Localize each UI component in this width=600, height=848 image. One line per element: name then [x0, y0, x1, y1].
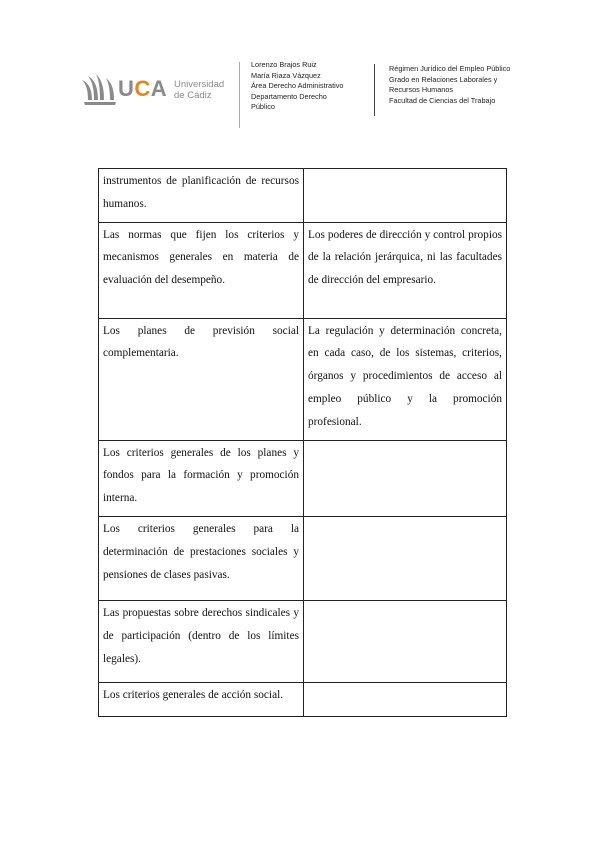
- university-line-1: Universidad: [174, 79, 225, 90]
- table-cell-right: [304, 682, 507, 716]
- course-block: [389, 64, 539, 106]
- table-row: [99, 516, 507, 600]
- table-cell-left: Las propuestas sobre derechos sindicales y de participación (dentro de los límites legales).: [99, 600, 304, 682]
- page-header: [0, 0, 600, 140]
- uca-letter-u: U: [118, 76, 135, 101]
- table-cell-right: Los poderes de dirección y control propios de la relación jerárquica, ni las facultades de dirección del empresario.: [304, 222, 507, 318]
- uca-letter-a: A: [150, 76, 168, 101]
- negotiation-matters-table: [98, 168, 507, 717]
- table-row: [99, 318, 507, 440]
- table-cell-left: Los criterios generales para la determinación de prestaciones sociales y pensiones de clases pasivas.: [99, 516, 304, 600]
- header-divider-left: [239, 62, 240, 128]
- course-line: Facultad de Ciencias del Trabajo: [389, 95, 496, 105]
- table-cell-left: Las normas que fijen los criterios y mecanismos generales en materia de evaluación del desempeño.: [99, 222, 304, 318]
- author-line: Lorenzo Brajos Ruiz: [251, 60, 317, 69]
- course-line: Recursos Humanos: [389, 85, 454, 95]
- university-name: [174, 79, 224, 101]
- table-cell-left: Los planes de previsión social complementaria.: [99, 318, 304, 440]
- table-cell-right: La regulación y determinación concreta, en cada caso, de los sistemas, criterios, órganos y procedimientos de acceso al empleo público y la promoción profesional.: [304, 318, 507, 440]
- table-row: [99, 440, 507, 516]
- table-cell-left: Los criterios generales de los planes y fondos para la formación y promoción interna.: [99, 440, 304, 516]
- table-row: [99, 222, 507, 318]
- table-cell-right: [304, 169, 507, 223]
- author-line: Público: [251, 102, 275, 112]
- table-cell-right: [304, 516, 507, 600]
- uca-wordmark: [118, 76, 167, 102]
- table-cell-left: instrumentos de planificación de recursos humanos.: [99, 169, 304, 223]
- author-block: [251, 60, 343, 113]
- table-cell-left: Los criterios generales de acción social.: [99, 682, 304, 716]
- table-row: [99, 169, 507, 223]
- course-line: Régimen Jurídico del Empleo Público: [389, 64, 511, 73]
- uca-letter-c: C: [134, 76, 151, 101]
- author-line: Área Derecho Administrativo: [251, 81, 344, 91]
- header-divider-right: [374, 64, 375, 116]
- table-cell-right: [304, 600, 507, 682]
- table-row: [99, 600, 507, 682]
- university-line-2: de Cádiz: [174, 90, 212, 101]
- table-cell-right: [304, 440, 507, 516]
- author-line: Departamento Derecho: [251, 91, 327, 101]
- uca-emblem-icon: [80, 70, 120, 108]
- table-row: [99, 682, 507, 716]
- course-line: Grado en Relaciones Laborales y: [389, 74, 498, 84]
- author-line: María Riaza Vázquez: [251, 70, 321, 80]
